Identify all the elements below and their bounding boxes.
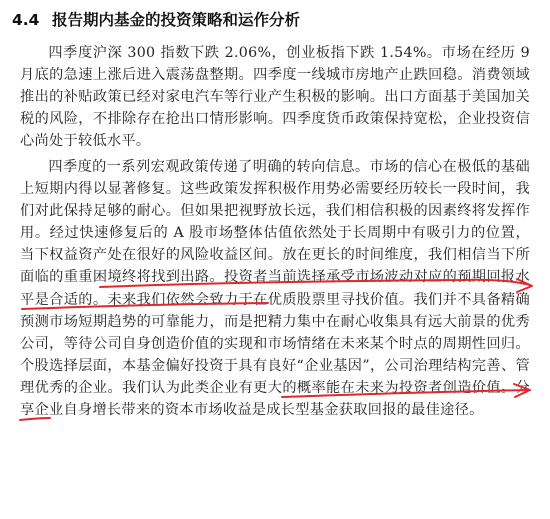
section-heading [12, 8, 300, 32]
paragraph-strategy-outlook: 四季度的一系列宏观政策传递了明确的转向信息。市场的信心在极低的基础上短期内得以显著修复。这些政策发挥积极作用势必需要经历较长一段时间，我们对此保持足够的耐心。但如果把视野放长远，我们相信积极的因素终将发挥作用。经过快速修复后的 A 股市场整体估值依然处于长周期中有吸引力的位置，当下权益资产处在很好的风险收益区间。放在更长的时间维度，我们相信当下所面临的重重困境终将找到出路。投资者当前选择承受市场波动对应的预期回报水平是合适的。未来我们依然会致力于在优质股票里寻找价值。我们并不具备精确预测市场短期趋势的可靠能力，而是把精力集中在耐心收集具有远大前景的优秀公司，等待公司自身创造价值的实现和市场情绪在未来某个时点的周期性回归。个股选择层面，本基金偏好投资于具有良好“企业基因”，公司治理结构完善、管理优秀的企业。我们认为此类企业有更大的概率能在未来为投资者创造价值。分享企业自身增长带来的资本市场收益是成长型基金获取回报的最佳途径。 [20, 159, 530, 419]
section-title: 报告期内基金的投资策略和运作分析 [52, 11, 301, 29]
paragraph-market-review: 四季度沪深 300 指数下跌 2.06%，创业板指下跌 1.54%。市场在经历 9 月底的急速上涨后进入震荡盘整期。四季度一线城市房地产止跌回稳。消费领域推出的补贴政策已经对家电汽车等行业产生积极的影响。出口方面基于美国加关税的风险，不排除存在抢出口情形影响。四季度货币政策保持宽松，企业投资信心尚处于较低水平。 [20, 45, 530, 150]
section-number: 4.4 [12, 11, 40, 29]
